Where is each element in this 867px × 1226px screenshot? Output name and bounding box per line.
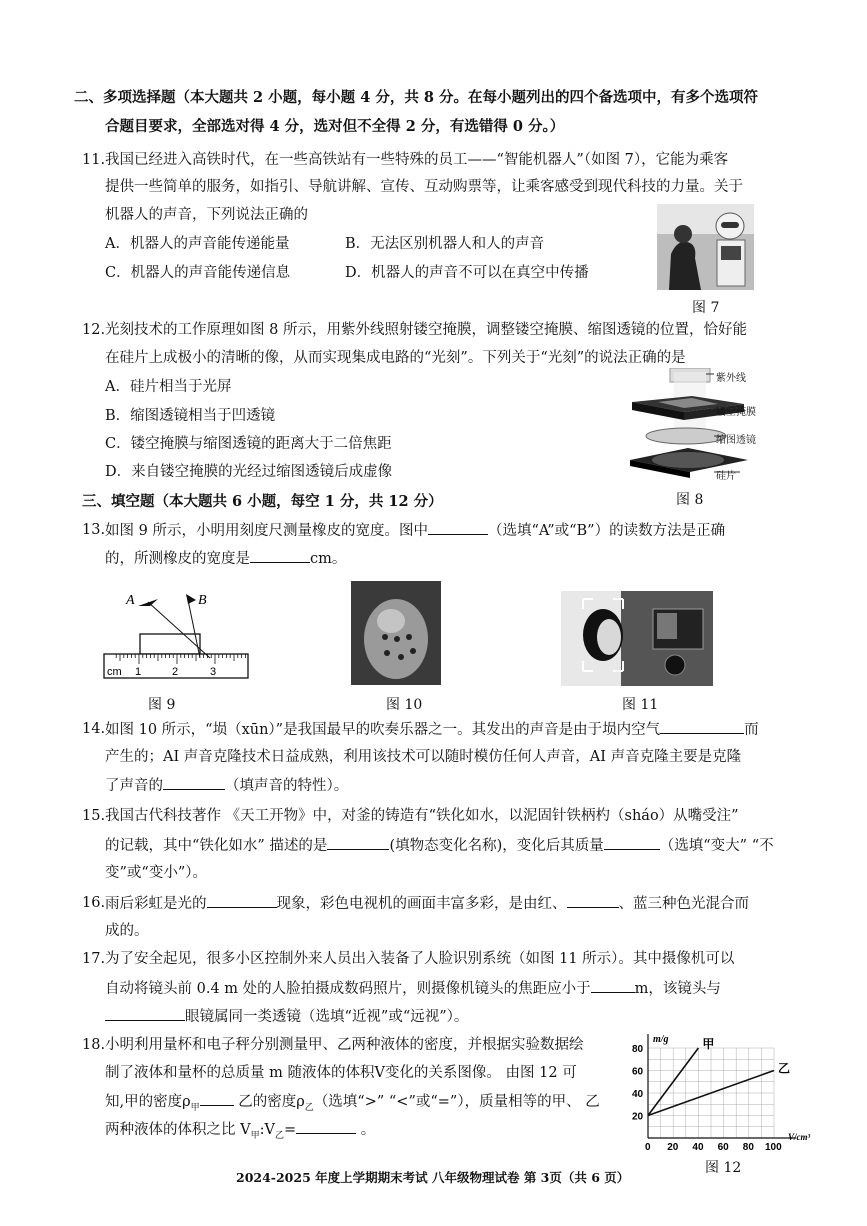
q16-blank-1[interactable] — [207, 893, 277, 908]
y-tick-label: 20 — [632, 1111, 644, 1123]
figure-9-tick-1: 1 — [135, 666, 142, 678]
figure-12-caption: 图 12 — [705, 1160, 742, 1176]
q18-blank-2[interactable] — [296, 1119, 356, 1134]
q14-stem-1: 如图 10 所示，“埙（xūn）”是我国最早的吹奏乐器之一。其发出的声音是由于埙内空气 而 — [105, 719, 759, 740]
q15-stem-2: 的记载，其中“铁化如水” 描述的是 (填物态变化名称)，变化后其质量 （选填“变大” “不 — [105, 835, 774, 856]
q17-number: 17. — [82, 951, 106, 967]
figure-8-lithography-diagram — [622, 368, 782, 480]
figure-7-robot-photo — [657, 204, 754, 290]
q15-blank-2[interactable] — [604, 835, 660, 850]
figure-10-caption: 图 10 — [386, 697, 423, 713]
figure-12-chart — [628, 1030, 824, 1150]
q11-option-c: C．机器人的声音能传递信息 — [105, 265, 291, 281]
figure-10-xun-photo — [351, 581, 441, 685]
y-tick-label: 40 — [632, 1089, 644, 1100]
q18-blank-1[interactable] — [200, 1091, 234, 1106]
x-tick-label: 20 — [667, 1142, 679, 1150]
q12-option-c: C．镂空掩膜与缩图透镜的距离大于二倍焦距 — [105, 436, 392, 452]
figure-8-label-wafer: 硅片 — [716, 471, 736, 482]
q15-blank-1[interactable] — [327, 835, 389, 850]
q15-stem-1: 我国古代科技著作 《天工开物》中，对釜的铸造有“铁化如水，以泥固针铁柄杓（sháo）从嘴受注” — [105, 808, 739, 824]
figure-8-label-mask: 镂空掩膜 — [716, 407, 756, 418]
q15-number: 15. — [82, 808, 106, 824]
q12-number: 12. — [82, 322, 106, 338]
q14-number: 14. — [82, 721, 106, 737]
figure-8-label-lens: 缩图透镜 — [716, 435, 756, 446]
q17-stem-1: 为了安全起见，很多小区控制外来人员出入装备了人脸识别系统（如图 11 所示）。其中摄像机可以 — [105, 951, 735, 967]
figure-9-unit: cm — [107, 666, 122, 678]
figure-11-face-recognition-photo — [561, 591, 713, 686]
q14-stem-3: 了声音的 （填声音的特性）。 — [105, 775, 348, 796]
x-tick-label: 100 — [765, 1142, 782, 1150]
q17-stem-2: 自动将镜头前 0.4 m 处的人脸拍摄成数码照片，则摄像机镜头的焦距应小于 m，该镜头与 — [105, 978, 721, 999]
figure-9-caption: 图 9 — [148, 697, 176, 713]
q15-stem-3: 变”或“变小”）。 — [105, 865, 207, 881]
x-tick-label: 80 — [742, 1142, 754, 1150]
figure-8-caption: 图 8 — [676, 492, 704, 508]
q17-blank-1[interactable] — [591, 978, 635, 993]
figure-9-label-a: A — [126, 593, 135, 608]
q18-number: 18. — [82, 1037, 106, 1053]
q16-blank-2[interactable] — [567, 893, 619, 908]
section3-title: 三、填空题（本大题共 6 小题，每空 1 分，共 12 分） — [82, 493, 443, 510]
q11-stem-3: 机器人的声音，下列说法正确的 — [105, 207, 308, 223]
series-label-yi: 乙 — [778, 1061, 791, 1076]
q11-stem-1: 我国已经进入高铁时代，在一些高铁站有一些特殊的员工——“智能机器人”（如图 7），它能为乘客 — [105, 152, 729, 168]
figure-9-tick-3: 3 — [210, 666, 217, 678]
figure-9-ruler-diagram — [98, 586, 258, 690]
q17-blank-2[interactable] — [105, 1006, 185, 1021]
section2-title: 二、多项选择题（本大题共 2 小题，每小题 4 分，共 8 分。在每小题列出的四个备选项中，有多个选项符 — [74, 89, 759, 106]
q16-stem-2: 成的。 — [105, 923, 149, 939]
q12-option-a: A．硅片相当于光屏 — [105, 379, 232, 395]
figure-11-caption: 图 11 — [622, 697, 659, 713]
q13-stem-2: 的，所测橡皮的宽度是 cm。 — [105, 548, 346, 569]
q18-stem-4: 两种液体的体积之比 $V_甲:V_乙=$ 。 — [105, 1119, 375, 1146]
x-tick-label: 40 — [692, 1142, 704, 1150]
figure-8-label-uv: 紫外线 — [716, 373, 746, 384]
q12-stem-2: 在硅片上成极小的清晰的像，从而实现集成电路的“光刻”。下列关于“光刻”的说法正确的是 — [105, 350, 686, 366]
q12-stem-1: 光刻技术的工作原理如图 8 所示，用紫外线照射镂空掩膜，调整镂空掩膜、缩图透镜的位置，恰好能 — [105, 322, 747, 338]
q11-option-b: B．无法区别机器人和人的声音 — [345, 236, 545, 252]
series-label-jia: 甲 — [702, 1037, 715, 1051]
q16-number: 16. — [82, 895, 106, 911]
q13-number: 13. — [82, 522, 106, 538]
q11-stem-2: 提供一些简单的服务，如指引、导航讲解、宣传、互动购票等，让乘客感受到现代科技的力量。关于 — [105, 179, 743, 195]
x-axis-label: V/cm³ — [788, 1132, 811, 1142]
q11-option-a: A．机器人的声音能传递能量 — [105, 236, 290, 252]
section2-title-cont: 合题目要求，全部选对得 4 分，选对但不全得 2 分，有选错得 0 分。） — [105, 118, 565, 135]
y-tick-label: 80 — [632, 1044, 644, 1055]
q11-option-d: D．机器人的声音不可以在真空中传播 — [345, 265, 589, 281]
x-tick-label: 60 — [717, 1142, 729, 1150]
q16-stem-1: 雨后彩虹是光的 现象，彩色电视机的画面丰富多彩，是由红、 、蓝三种色光混合而 — [105, 893, 749, 914]
figure-7-caption: 图 7 — [692, 300, 720, 316]
y-axis-label: m/g — [653, 1034, 669, 1045]
x-tick-label: 0 — [645, 1142, 651, 1150]
figure-9-label-b: B — [198, 593, 207, 608]
q18-stem-1: 小明利用量杯和电子秤分别测量甲、乙两种液体的密度，并根据实验数据绘 — [105, 1037, 584, 1053]
q13-blank-2[interactable] — [250, 548, 310, 563]
q18-stem-2: 制了液体和量杯的总质量 m 随液体的体积V变化的关系图像。 由图 12 可 — [105, 1065, 577, 1081]
y-tick-label: 60 — [632, 1066, 644, 1078]
figure-9-tick-2: 2 — [172, 666, 179, 678]
q12-option-d: D．来自镂空掩膜的光经过缩图透镜后成虚像 — [105, 464, 393, 480]
q11-number: 11. — [82, 152, 106, 168]
page-footer: 2024-2025 年度上学期期末考试 八年级物理试卷 第 3页（共 6 页） — [236, 1170, 630, 1185]
q18-stem-3: 知,甲的密度$\rho_甲$ 乙的密度$\rho_乙$（选填“>” “<”或“=”），质量相等的甲、 乙 — [105, 1091, 600, 1118]
q14-blank-1[interactable] — [660, 719, 744, 734]
q13-blank-1[interactable] — [428, 520, 488, 535]
q14-stem-2: 产生的；AI 声音克隆技术日益成熟，利用该技术可以随时模仿任何人声音，AI 声音克隆主要是克隆 — [105, 749, 742, 765]
q14-blank-2[interactable] — [163, 775, 225, 790]
q13-stem-1: 如图 9 所示，小明用刻度尺测量橡皮的宽度。图中 （选填“A”或“B”）的读数方法是正确 — [105, 520, 725, 541]
q17-stem-3: 眼镜属同一类透镜（选填“近视”或“远视”）。 — [105, 1006, 468, 1027]
q12-option-b: B．缩图透镜相当于凹透镜 — [105, 408, 276, 424]
